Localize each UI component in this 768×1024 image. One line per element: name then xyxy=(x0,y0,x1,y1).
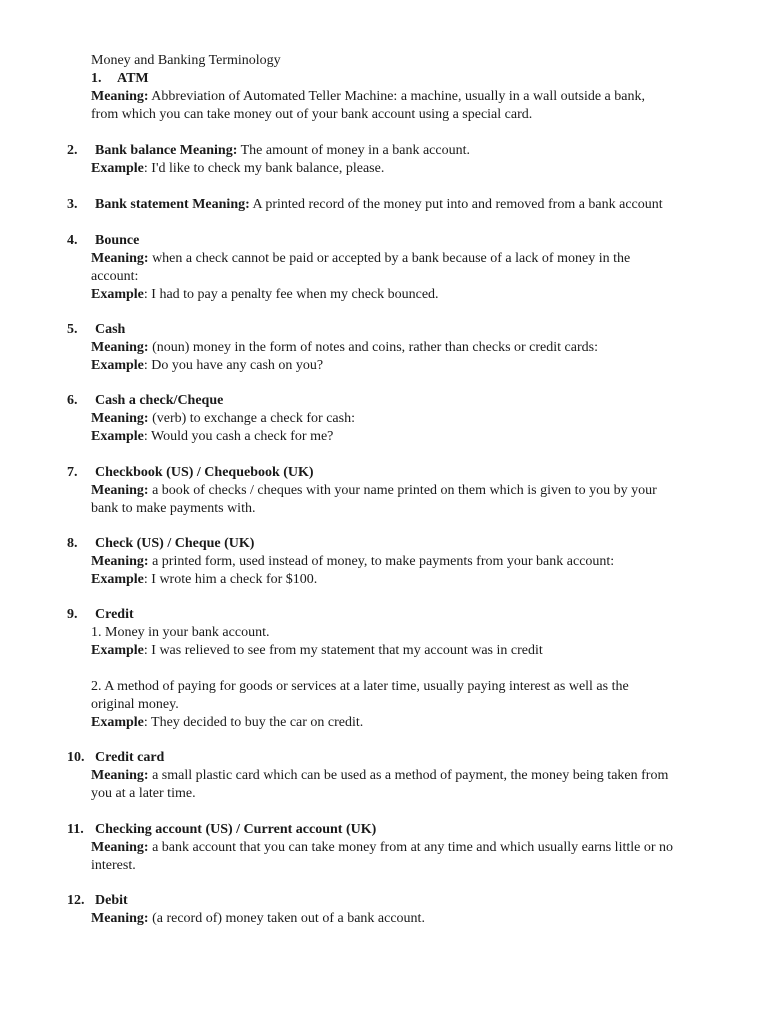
example-text: I'd like to check my bank balance, please. xyxy=(151,161,385,176)
meaning-label: Meaning: xyxy=(91,483,149,498)
entry-number: 3. xyxy=(67,197,78,212)
entry-body: Meaning: when a check cannot be paid or accepted by a bank because of a lack of money in the account: Example: I had to pay a penalty fee when my check bounced. xyxy=(91,250,731,304)
example-text: Would you cash a check for me? xyxy=(151,429,334,444)
entry-body xyxy=(91,482,731,518)
entry-term: Credit xyxy=(95,607,134,622)
meaning-text: (a record of) money taken out of a bank account. xyxy=(152,911,425,926)
example-label: Example xyxy=(91,715,144,730)
meaning-text: (verb) to exchange a check for cash: xyxy=(152,411,355,426)
meaning-label: Meaning: xyxy=(91,89,149,104)
example-text: I had to pay a penalty fee when my check bounced. xyxy=(151,287,439,302)
entry-body: Meaning: a printed form, used instead of money, to make payments from your bank account: Example: I wrote him a check for $100. xyxy=(91,554,615,587)
meaning-label: Meaning: xyxy=(91,251,149,266)
entry-body xyxy=(91,839,731,875)
example-text: I wrote him a check for $100. xyxy=(151,572,318,587)
entry-term: Cash xyxy=(95,322,126,337)
sense-text-cont: original money. xyxy=(91,697,179,712)
entry-term: Bank balance Meaning: The amount of money in a bank account. xyxy=(95,143,470,158)
example-text: I was relieved to see from my statement that my account was in credit xyxy=(151,643,543,658)
entry-body: 1. Money in your bank account. Example: I was relieved to see from my statement that my account was in credit 2. A method of paying for goods or services at a later time, usually paying interest as well as the original money. Example: They decided to buy the car on credit. xyxy=(91,624,731,732)
sense-text: 2. A method of paying for goods or services at a later time, usually paying interest as well as the xyxy=(91,679,629,694)
entry-number: 2. xyxy=(67,143,78,158)
example-label: Example xyxy=(91,643,144,658)
meaning-text-cont: you at a later time. xyxy=(91,786,196,801)
entry-number: 11. xyxy=(67,822,84,837)
entry-number: 12. xyxy=(67,893,85,908)
meaning-text: a small plastic card which can be used as a method of payment, the money being taken from xyxy=(152,768,669,783)
meaning-text: a book of checks / cheques with your name printed on them which is given to you by your xyxy=(152,483,657,498)
entry-term: Check (US) / Cheque (UK) xyxy=(95,536,255,551)
entry-term: Checking account (US) / Current account (UK) xyxy=(95,822,377,837)
meaning-label: Meaning: xyxy=(91,840,149,855)
meaning-label: Meaning: xyxy=(91,768,149,783)
meaning-text-cont: bank to make payments with. xyxy=(91,501,256,516)
meaning-text-cont: account: xyxy=(91,269,139,284)
meaning-text: (noun) money in the form of notes and coins, rather than checks or credit cards: xyxy=(152,340,598,355)
entry-body xyxy=(91,767,731,803)
entry-term: Debit xyxy=(95,893,128,908)
entry-term: Credit card xyxy=(95,750,165,765)
entry-body xyxy=(91,910,731,928)
meaning-text-cont: from which you can take money out of your bank account using a special card. xyxy=(91,107,533,122)
entry-number: 4. xyxy=(67,233,78,248)
entry-number: 5. xyxy=(67,322,78,337)
document-title: Money and Banking Terminology xyxy=(91,53,281,68)
meaning-label: Meaning: xyxy=(91,554,149,569)
entry-body: Example: I'd like to check my bank balance, please. xyxy=(91,161,385,176)
entry-number: 9. xyxy=(67,607,78,622)
entry-term: Checkbook (US) / Chequebook (UK) xyxy=(95,465,314,480)
example-label: Example xyxy=(91,429,144,444)
entry-term: Bounce xyxy=(95,233,140,248)
meaning-text: when a check cannot be paid or accepted by a bank because of a lack of money in the xyxy=(152,251,631,266)
meaning-text-cont: interest. xyxy=(91,858,136,873)
entry-number: 8. xyxy=(67,536,78,551)
example-text: Do you have any cash on you? xyxy=(151,358,324,373)
example-label: Example xyxy=(91,358,144,373)
entry-number: 6. xyxy=(67,393,78,408)
entry-body: Meaning: (verb) to exchange a check for cash: Example: Would you cash a check for me? xyxy=(91,411,355,444)
entry-body xyxy=(91,88,731,124)
meaning-label: Meaning: xyxy=(91,911,149,926)
entry-number: 10. xyxy=(67,750,85,765)
example-label: Example xyxy=(91,287,144,302)
meaning-text: Abbreviation of Automated Teller Machine: a machine, usually in a wall outside a bank, xyxy=(151,89,645,104)
example-label: Example xyxy=(91,161,144,176)
entry-number: 1. xyxy=(91,71,102,86)
entry-term: ATM xyxy=(117,71,149,86)
example-label: Example xyxy=(91,572,144,587)
entry-term: Cash a check/Cheque xyxy=(95,393,224,408)
meaning-label: Meaning: xyxy=(91,340,149,355)
entry-term: Bank statement Meaning: A printed record of the money put into and removed from a bank account xyxy=(95,197,663,212)
sense-text: 1. Money in your bank account. xyxy=(91,625,270,640)
meaning-label: Meaning: xyxy=(91,411,149,426)
meaning-text: a printed form, used instead of money, to make payments from your bank account: xyxy=(152,554,615,569)
example-text: They decided to buy the car on credit. xyxy=(151,715,364,730)
entry-body: Meaning: (noun) money in the form of notes and coins, rather than checks or credit cards: Example: Do you have any cash on you? xyxy=(91,340,598,373)
entry-number: 7. xyxy=(67,465,78,480)
meaning-text: a bank account that you can take money from at any time and which usually earns little or no xyxy=(152,840,674,855)
